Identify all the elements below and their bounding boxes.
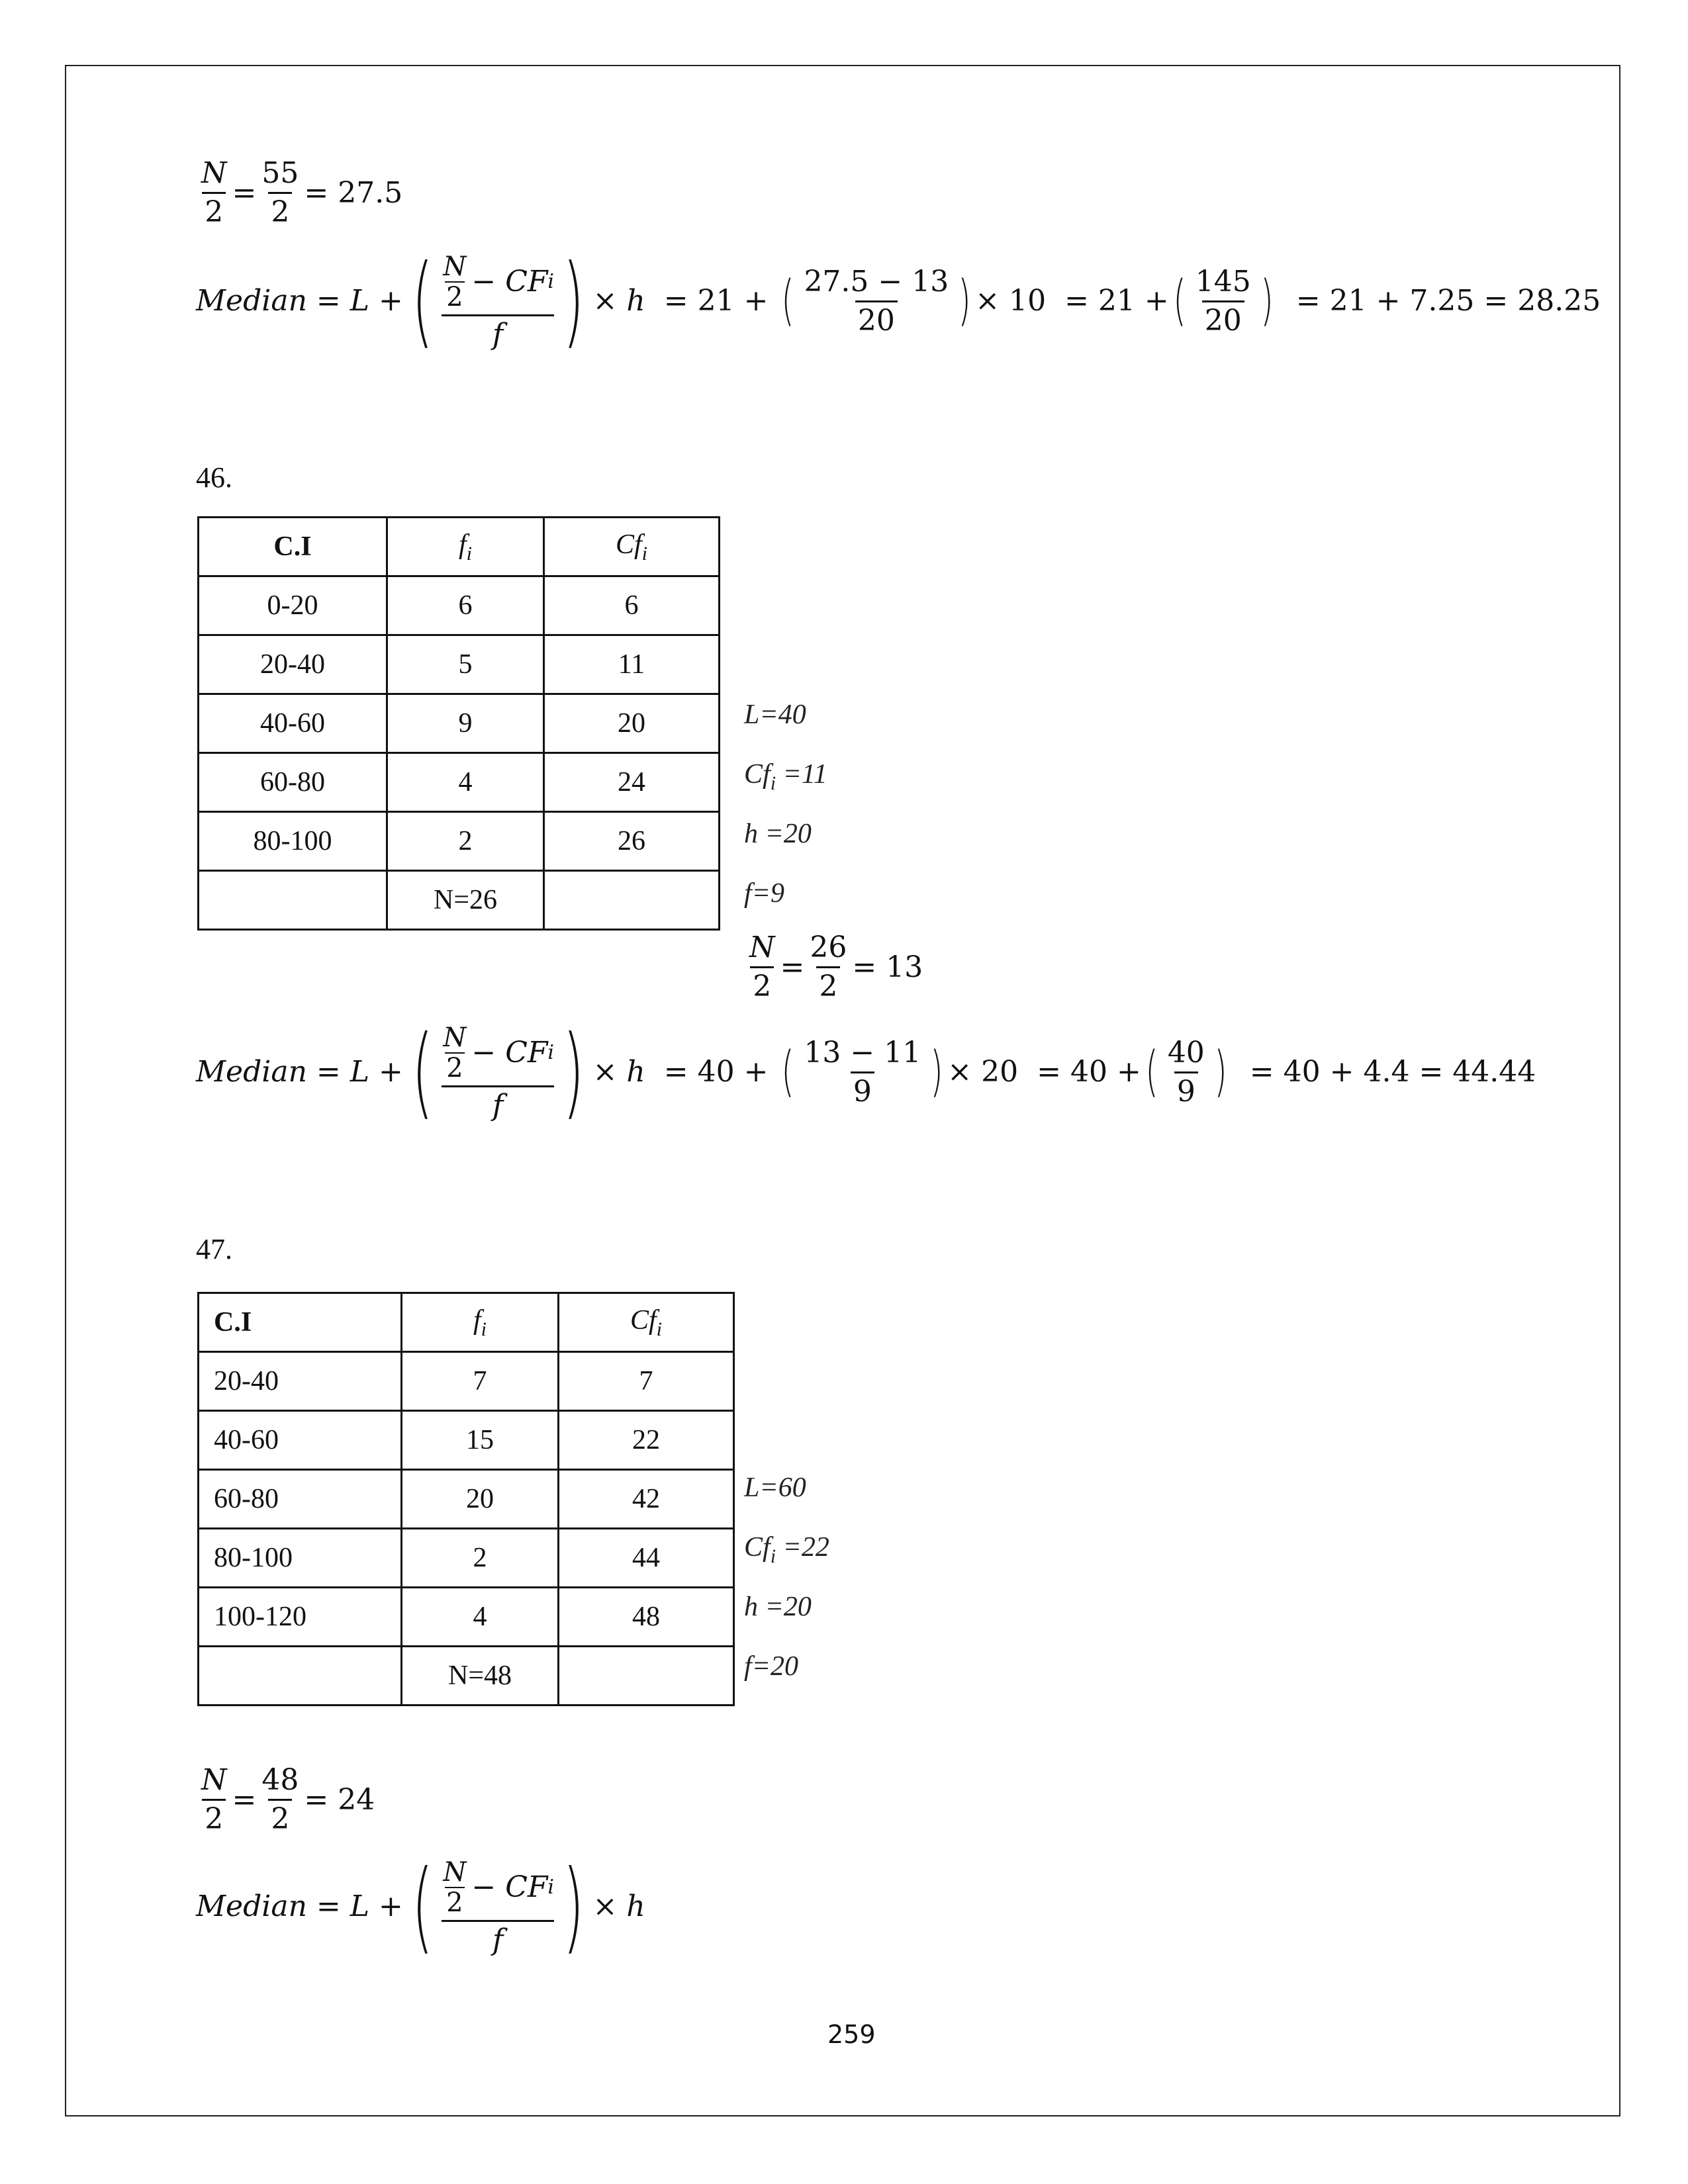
median-equation: Median = L + ( $\frac{N}{2}$ − CF i f ) × h	[196, 1849, 645, 1964]
table-row: 80-100 2 26	[199, 812, 720, 871]
question-number: 46.	[196, 461, 232, 494]
cumulative-frequency: $Cf_i =22$	[744, 1532, 829, 1567]
table-row: 40-60 9 20	[199, 694, 720, 753]
half-n-equation: $\frac{N}{2}$ = $\frac{26}{2}$ = 13	[749, 931, 923, 1003]
header-cfi: $Cf_i$	[544, 518, 720, 576]
header-fi: $f_i$	[402, 1293, 559, 1352]
table-row: 80-100 2 44	[199, 1529, 734, 1588]
lower-limit: L=60	[744, 1473, 806, 1503]
half-n-equation: $\frac{N}{2}$ = $\frac{48}{2}$ = 24	[201, 1763, 375, 1836]
question-number: 47.	[196, 1233, 232, 1265]
header-cfi: $Cf_i$	[559, 1293, 734, 1352]
table-total-row: N=48	[199, 1647, 734, 1706]
cumulative-frequency: $Cf_i =11$	[744, 759, 827, 794]
table-row: 40-60 15 22	[199, 1411, 734, 1470]
table-row: 60-80 20 42	[199, 1470, 734, 1529]
header-ci: C.I	[199, 1293, 402, 1352]
page-number: 259	[827, 2020, 876, 2049]
median-equation: Median = L + ( $\frac{N}{2}$ − CF i f ) × h = 40 + ( $\frac{13 - 11}{9}$ ) × 20 = 40 + ( $\frac{40}{9}$ ) = 40 + 4.4 = 44.44	[196, 1015, 1536, 1130]
table-row: 20-40 7 7	[199, 1352, 734, 1411]
class-width: h =20	[744, 1592, 812, 1622]
frequency-table	[197, 516, 720, 931]
half-n-equation: $\frac{N}{2}$ = $\frac{55}{2}$ = 27.5	[201, 156, 403, 229]
table-row: 100-120 4 48	[199, 1588, 734, 1647]
frequency-table	[197, 1292, 735, 1706]
table-row: 20-40 5 11	[199, 635, 720, 694]
header-fi: $f_i$	[387, 518, 544, 576]
median-frequency: f=20	[744, 1651, 799, 1682]
median-frequency: f=9	[744, 878, 785, 909]
median-equation: Median = L + ( $\frac{N}{2}$ − CF i f ) × h = 21 + ( $\frac{27.5 - 13}{20}$ ) × 10 = 21 + ( $\frac{145}{20}$ ) = 21 + 7.25 = 28.25	[196, 244, 1601, 359]
header-ci: C.I	[199, 518, 387, 576]
table-total-row: N=26	[199, 871, 720, 930]
lower-limit: L=40	[744, 700, 806, 730]
table-row: 60-80 4 24	[199, 753, 720, 812]
class-width: h =20	[744, 819, 812, 849]
table-row: 0-20 6 6	[199, 576, 720, 635]
